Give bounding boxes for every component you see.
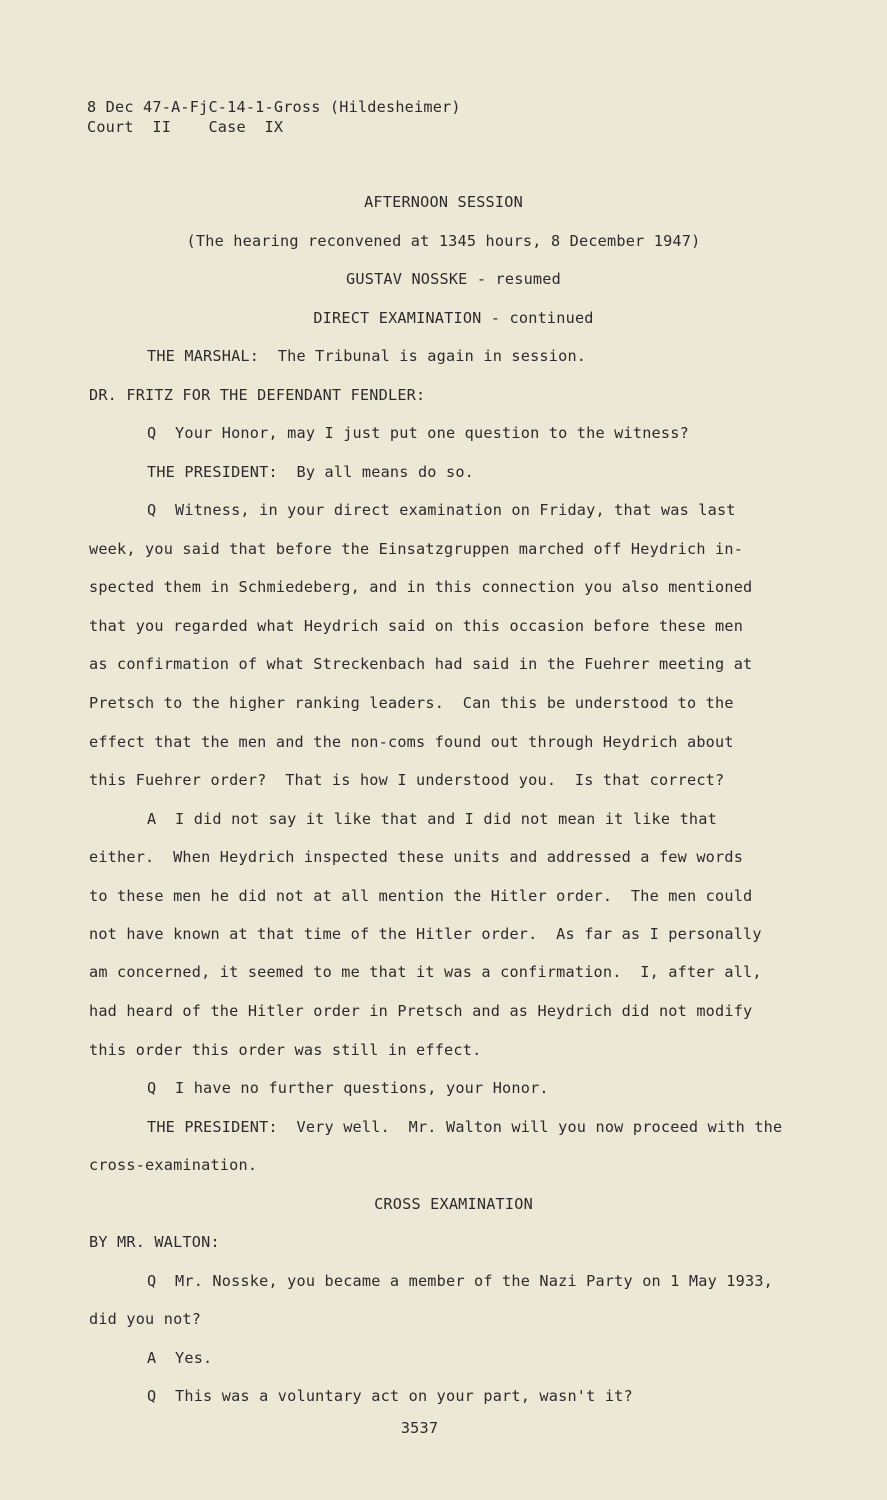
transcript-line: A I did not say it like that and I did not mean it like that: [147, 810, 717, 828]
transcript-line: Q Mr. Nosske, you became a member of the Nazi Party on 1 May 1933,: [147, 1272, 774, 1290]
transcript-line: THE PRESIDENT: By all means do so.: [147, 463, 475, 481]
transcript-line: Q I have no further questions, your Honor.: [147, 1079, 549, 1097]
transcript-line: Pretsch to the higher ranking leaders. Can this be understood to the: [89, 694, 734, 712]
transcript-line: THE MARSHAL: The Tribunal is again in session.: [147, 347, 587, 365]
header-line-2: Court II Case IX: [87, 118, 284, 136]
session-title: AFTERNOON SESSION: [364, 193, 523, 211]
transcript-line: Q This was a voluntary act on your part, wasn't it?: [147, 1387, 633, 1405]
transcript-line: either. When Heydrich inspected these units and addressed a few words: [89, 848, 744, 866]
cross-exam-title: CROSS EXAMINATION: [374, 1195, 533, 1213]
transcript-line: had heard of the Hitler order in Pretsch and as Heydrich did not modify: [89, 1002, 753, 1020]
transcript-line: did you not?: [89, 1310, 202, 1328]
transcript-line: am concerned, it seemed to me that it was a confirmation. I, after all,: [89, 963, 762, 981]
exam-line: DIRECT EXAMINATION - continued: [313, 309, 594, 327]
page-number: 3537: [400, 1419, 439, 1437]
transcript-line: not have known at that time of the Hitler order. As far as I personally: [89, 925, 762, 943]
transcript-line: spected them in Schmiedeberg, and in this connection you also mentioned: [89, 578, 753, 596]
transcript-line: this order this order was still in effect.: [89, 1041, 482, 1059]
transcript-line: A Yes.: [147, 1349, 213, 1367]
witness-line: GUSTAV NOSSKE - resumed: [346, 270, 561, 288]
transcript-line: as confirmation of what Streckenbach had said in the Fuehrer meeting at: [89, 655, 753, 673]
header-line-1: 8 Dec 47-A-FjC-14-1-Gross (Hildesheimer): [87, 98, 461, 116]
transcript-line: effect that the men and the non-coms found out through Heydrich about: [89, 733, 734, 751]
transcript-line: Q Your Honor, may I just put one question to the witness?: [147, 424, 689, 442]
transcript-line: that you regarded what Heydrich said on this occasion before these men: [89, 617, 744, 635]
transcript-line: Q Witness, in your direct examination on Friday, that was last: [147, 501, 736, 519]
transcript-line: BY MR. WALTON:: [89, 1233, 220, 1251]
transcript-line: DR. FRITZ FOR THE DEFENDANT FENDLER:: [89, 386, 426, 404]
transcript-line: cross-examination.: [89, 1156, 258, 1174]
reconvened-note: (The hearing reconvened at 1345 hours, 8 December 1947): [186, 232, 701, 250]
transcript-line: week, you said that before the Einsatzgruppen marched off Heydrich in-: [89, 540, 744, 558]
transcript-line: THE PRESIDENT: Very well. Mr. Walton will you now proceed with the: [147, 1118, 783, 1136]
transcript-line: to these men he did not at all mention the Hitler order. The men could: [89, 887, 753, 905]
transcript-line: this Fuehrer order? That is how I understood you. Is that correct?: [89, 771, 725, 789]
